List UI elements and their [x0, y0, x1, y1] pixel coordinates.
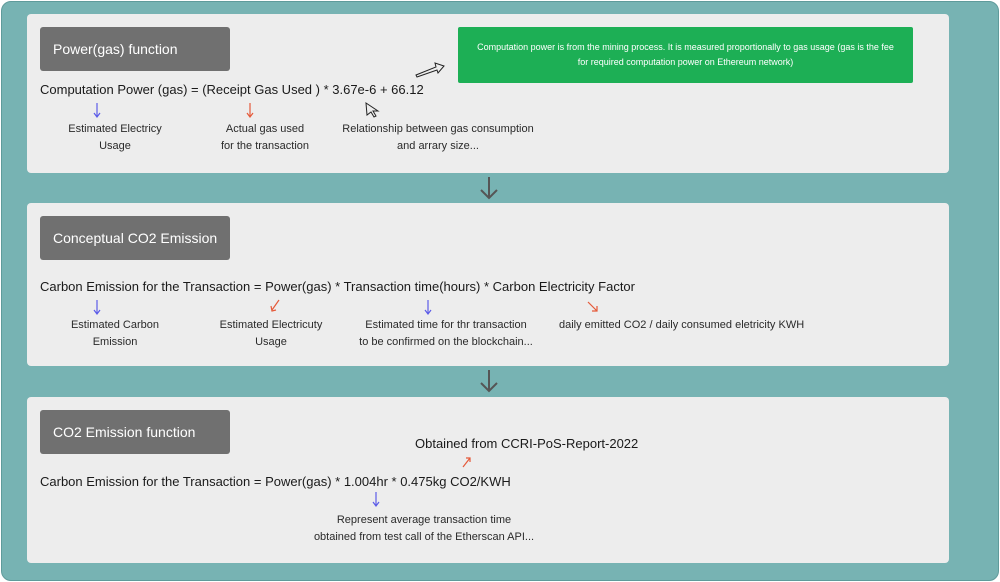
- annotation-electricity-usage: Estimated Electricuty Usage: [219, 319, 323, 348]
- power-gas-formula: Computation Power (gas) = (Receipt Gas Used ) * 3.67e-6 + 66.12: [40, 82, 424, 97]
- co2-function-formula: Carbon Emission for the Transaction = Power(gas) * 1.004hr * 0.475kg CO2/KWH: [40, 474, 511, 489]
- annotation-electricity: Estimated Electricy Usage: [68, 123, 162, 152]
- power-gas-title: Power(gas) function: [40, 27, 230, 71]
- arrow-down-icon: [422, 299, 434, 317]
- annotation-transaction-time: Estimated time for thr transaction to be confirmed on the blockchain...: [359, 319, 533, 348]
- diagram-canvas: [1, 1, 999, 581]
- co2-function-title: CO2 Emission function: [40, 410, 230, 454]
- conceptual-co2-formula: Carbon Emission for the Transaction = Power(gas) * Transaction time(hours) * Carbon Electricity Factor: [40, 279, 635, 294]
- annotation-gas-used: Actual gas used for the transaction: [220, 123, 310, 152]
- arrow-up-right-icon: [461, 455, 473, 469]
- arrow-down-icon: [586, 300, 600, 314]
- connector-arrow-icon: [478, 369, 500, 395]
- connector-arrow-icon: [478, 176, 500, 202]
- annotation-average-time: Represent average transaction time obtained from test call of the Etherscan API...: [313, 514, 535, 543]
- arrow-down-icon: [268, 298, 282, 314]
- computation-power-note: Computation power is from the mining process. It is measured proportionally to gas usage (gas is the fee for required computation power on Ethereum network): [458, 27, 913, 83]
- arrow-down-icon: [91, 102, 103, 120]
- arrow-down-icon: [370, 491, 382, 509]
- arrow-up-right-icon: [414, 59, 446, 79]
- annotation-gas-relationship: Relationship between gas consumption and arrary size...: [342, 123, 534, 152]
- ccri-source-label: Obtained from CCRI-PoS-Report-2022: [415, 436, 639, 451]
- arrow-down-icon: [91, 299, 103, 317]
- arrow-down-icon: [244, 102, 256, 120]
- conceptual-co2-title: Conceptual CO2 Emission: [40, 216, 230, 260]
- annotation-carbon-emission: Estimated Carbon Emission: [70, 319, 160, 348]
- cursor-arrow-icon: [364, 101, 382, 119]
- annotation-carbon-factor: daily emitted CO2 / daily consumed eletricity KWH: [559, 319, 805, 331]
